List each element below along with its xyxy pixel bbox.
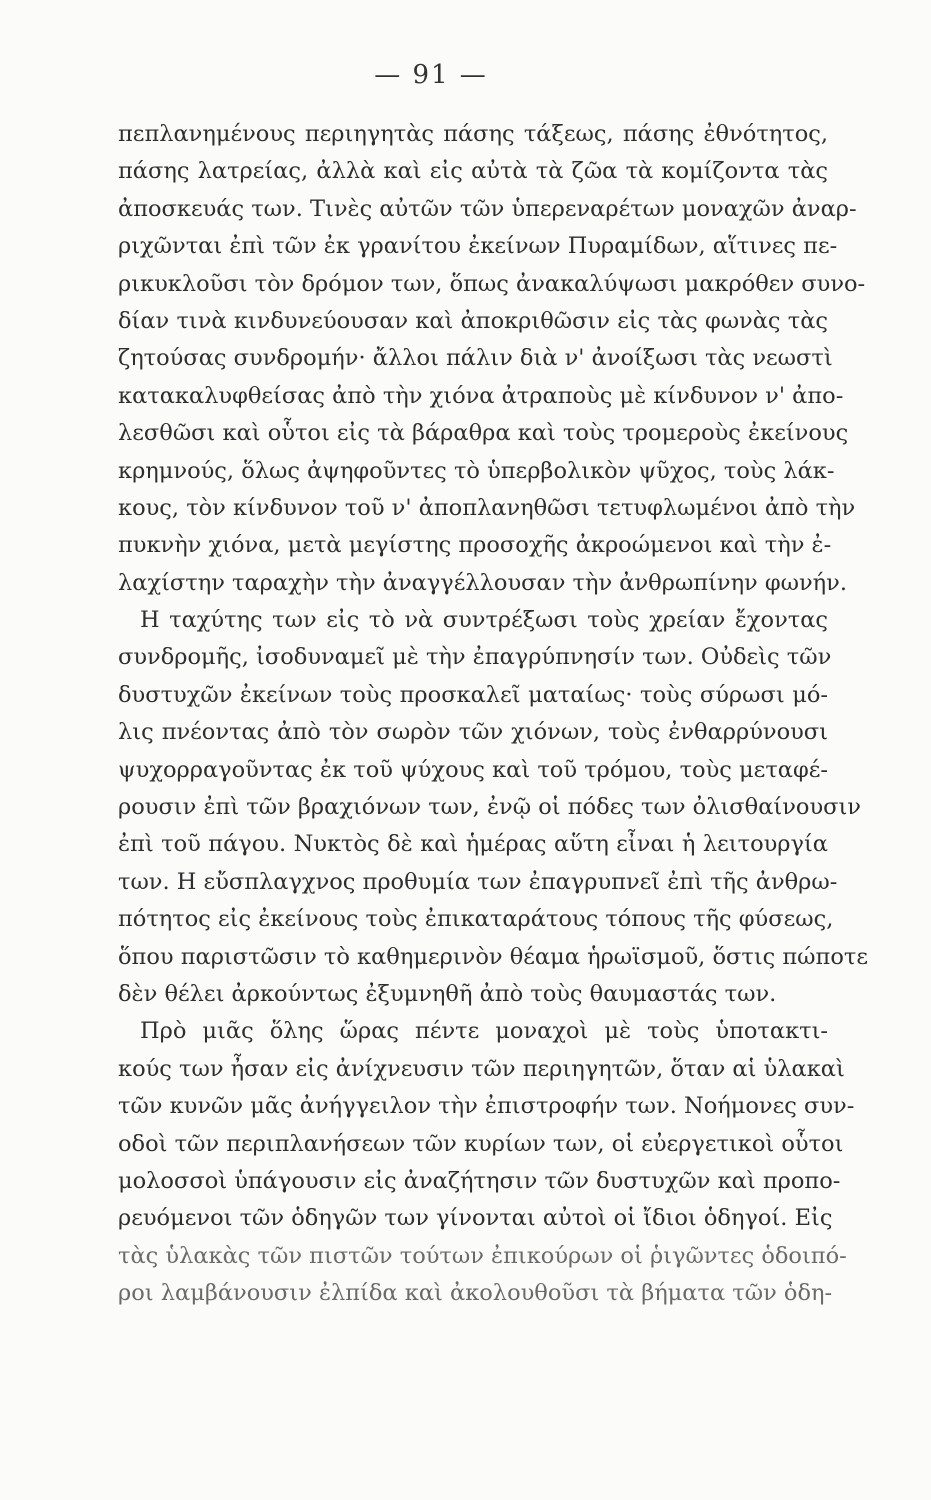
text-line: λεσθῶσι καὶ οὗτοι εἰς τὰ βάραθρα καὶ τοὺς τρομεροὺς ἐκείνους [118,420,849,447]
text-line: κους, τὸν κίνδυνον τοῦ ν' ἀποπλανηθῶσι τετυφλωμένοι ἀπὸ τὴν [118,494,856,521]
text-line: των. Η εὔσπλαγχνος προθυμία των ἐπαγρυπνεῖ ἐπὶ τῆς ἀνθρω- [118,868,838,895]
text-line: Η ταχύτης των εἰς τὸ νὰ συντρέξωσι τοὺς χρείαν ἔχοντας [140,607,828,634]
paragraph-2 [118,602,868,1013]
text-line: Πρὸ μιᾶς ὅλης ὥρας πέντε μοναχοὶ μὲ τοὺς ὑποτακτι- [140,1018,828,1045]
text-line: δὲν θέλει ἀρκούντως ἐξυμνηθῆ ἀπὸ τοὺς θαυμαστάς των. [118,980,777,1007]
text-line: ρευόμενοι τῶν ὁδηγῶν των γίνονται αὐτοὶ οἱ ἴδιοι ὁδηγοί. Εἰς [118,1205,833,1232]
body-text [118,116,868,1313]
text-line: δυστυχῶν ἐκείνων τοὺς προσκαλεῖ ματαίως· τοὺς σύρωσι μό- [118,681,828,708]
text-line: πυκνὴν χιόνα, μετὰ μεγίστης προσοχῆς ἀκροώμενοι καὶ τὴν ἐ- [118,532,832,559]
text-line: ροι λαμβάνουσιν ἐλπίδα καὶ ἀκολουθοῦσι τὰ βήματα τῶν ὁδη- [118,1280,833,1307]
text-line: ζητούσας συνδρομήν· ἄλλοι πάλιν διὰ ν' ἀνοίξωσι τὰς νεωστὶ [118,345,833,372]
text-line: μολοσσοὶ ὑπάγουσιν εἰς ἀναζήτησιν τῶν δυστυχῶν καὶ προπο- [118,1167,841,1194]
text-line: οδοὶ τῶν περιπλανήσεων τῶν κυρίων των, οἱ εὐεργετικοὶ οὗτοι [118,1130,844,1157]
text-line: ἀποσκευάς των. Τινὲς αὐτῶν τῶν ὑπερεναρέτων μοναχῶν ἀναρ- [118,195,857,222]
text-line: ὅπου παριστῶσιν τὸ καθημερινὸν θέαμα ἡρωϊσμοῦ, ὅστις πώποτε [118,943,868,970]
text-line: τῶν κυνῶν μᾶς ἀνήγγειλον τὴν ἐπιστροφήν των. Νοήμονες συν- [118,1093,855,1120]
text-line: κούς των ἦσαν εἰς ἀνίχνευσιν τῶν περιηγητῶν, ὅταν αἱ ὑλακαὶ [118,1055,845,1082]
text-line: πότητος εἰς ἐκείνους τοὺς ἐπικαταράτους τόπους τῆς φύσεως, [118,906,834,933]
page-number: — 91 — [374,60,488,90]
paragraph-1 [118,116,866,602]
text-line: κρημνούς, ὅλως ἀψηφοῦντες τὸ ὑπερβολικὸν ψῦχος, τοὺς λάκ- [118,457,835,484]
text-line: ρουσιν ἐπὶ τῶν βραχιόνων των, ἐνῷ οἱ πόδες των ὀλισθαίνουσιν [118,794,861,821]
text-line: ἐπὶ τοῦ πάγου. Νυκτὸς δὲ καὶ ἡμέρας αὕτη εἶναι ἡ λειτουργία [118,831,828,858]
text-line: συνδρομῆς, ἰσοδυναμεῖ μὲ τὴν ἐπαγρύπνησίν των. Οὐδεὶς τῶν [118,644,832,671]
text-line: ρικυκλοῦσι τὸν δρόμον των, ὅπως ἀνακαλύψωσι μακρόθεν συνο- [118,270,866,297]
text-line: ριχῶνται ἐπὶ τῶν ἐκ γρανίτου ἐκείνων Πυραμίδων, αἵτινες πε- [118,233,838,260]
text-line: πάσης λατρείας, ἀλλὰ καὶ εἰς αὐτὰ τὰ ζῶα τὰ κομίζοντα τὰς [118,158,828,185]
paragraph-3 [118,1013,855,1312]
text-line: πεπλανημένους περιηγητὰς πάσης τάξεως, πάσης ἐθνότητος, [118,121,828,147]
text-line: τὰς ὑλακὰς τῶν πιστῶν τούτων ἐπικούρων οἱ ῥιγῶντες ὁδοιπό- [118,1242,847,1269]
text-line: λις πνέοντας ἀπὸ τὸν σωρὸν τῶν χιόνων, τοὺς ἐνθαρρύνουσι [118,719,828,746]
text-line: ψυχορραγοῦντας ἐκ τοῦ ψύχους καὶ τοῦ τρόμου, τοὺς μεταφέ- [118,756,828,783]
text-line: κατακαλυφθείσας ἀπὸ τὴν χιόνα ἀτραποὺς μὲ κίνδυνον ν' ἀπο- [118,382,844,409]
text-line: δίαν τινὰ κινδυνεύουσαν καὶ ἀποκριθῶσιν εἰς τὰς φωνὰς τὰς [118,307,828,334]
text-line: λαχίστην ταραχὴν τὴν ἀναγγέλλουσαν τὴν ἀνθρωπίνην φωνήν. [118,569,847,596]
